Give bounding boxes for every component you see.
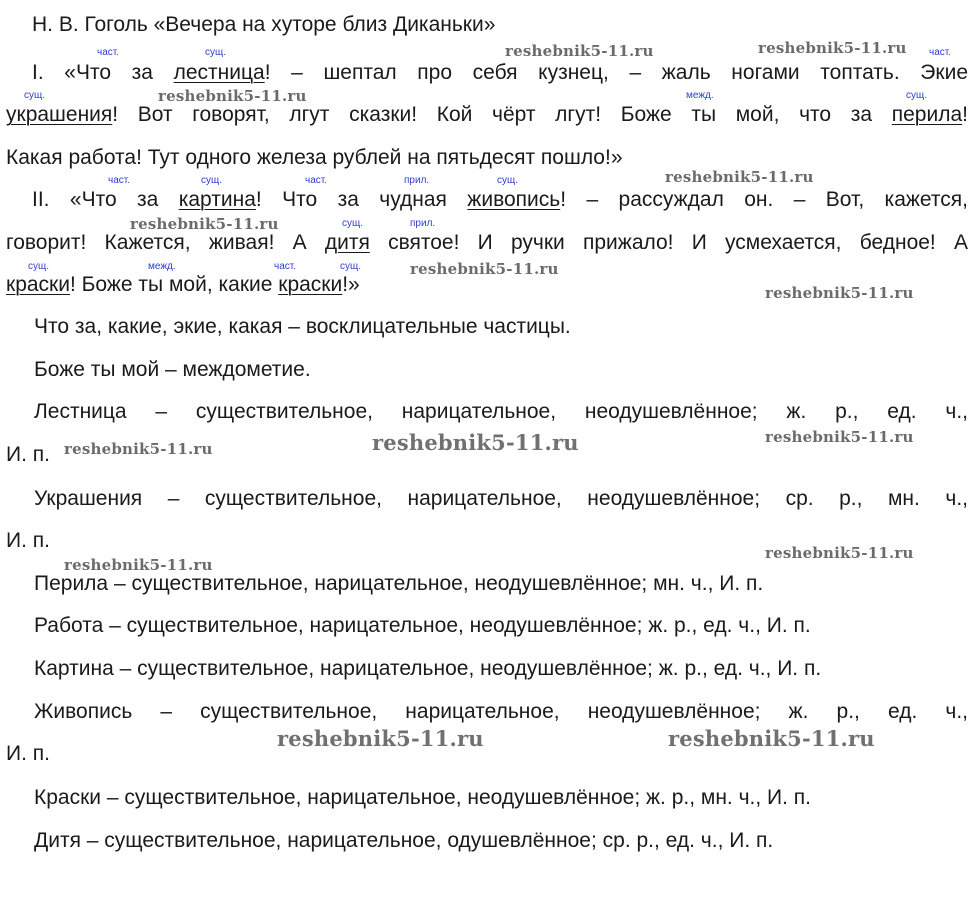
- text-fragment: !»: [342, 273, 360, 296]
- pos-tag-sushch: сущ.: [28, 261, 50, 272]
- text2-line1: [6, 187, 968, 213]
- watermark: reshebnik5-11.ru: [765, 544, 914, 562]
- watermark: reshebnik5-11.ru: [372, 430, 579, 455]
- watermark: reshebnik5-11.ru: [64, 556, 213, 574]
- underlined-word-ditya: дитя: [324, 231, 370, 254]
- analysis-zhivopis-cont: И. п.: [6, 742, 50, 765]
- analysis-ukrasheniya-cont: И. п.: [6, 529, 50, 552]
- text2-line2: [6, 230, 968, 256]
- text1-line1: [6, 60, 968, 86]
- analysis-particles: Что за, какие, экие, какая – восклицательные частицы.: [34, 315, 571, 338]
- pos-tag-sushch: сущ.: [497, 175, 519, 186]
- underlined-word-lestnitsa: лестница: [173, 61, 265, 84]
- analysis-kraski: Краски – существительное, нарицательное, неодушевлённое; ж. р., мн. ч., И. п.: [34, 786, 811, 809]
- underlined-word-perila: перила: [891, 103, 963, 126]
- text1-line3: Какая работа! Тут одного железа рублей на пятьдесят пошло!»: [6, 146, 623, 169]
- watermark: reshebnik5-11.ru: [505, 42, 654, 60]
- pos-tag-sushch: сущ.: [201, 175, 223, 186]
- underlined-word-kraski: краски: [6, 273, 70, 296]
- analysis-ukrasheniya: Украшения – существительное, нарицательное, неодушевлённое; ср. р., мн. ч.,: [34, 487, 968, 510]
- watermark: reshebnik5-11.ru: [668, 726, 875, 751]
- watermark: reshebnik5-11.ru: [64, 440, 213, 458]
- pos-tag-chast: част.: [274, 261, 297, 272]
- pos-tag-sushch: сущ.: [342, 218, 364, 229]
- page-title: Н. В. Гоголь «Вечера на хуторе близ Диканьки»: [32, 13, 496, 36]
- pos-tag-sushch: сущ.: [205, 47, 227, 58]
- watermark: reshebnik5-11.ru: [758, 39, 907, 57]
- pos-tag-sushch: сущ.: [24, 90, 46, 101]
- text2-line3: [6, 272, 360, 298]
- pos-tag-sushch: сущ.: [340, 261, 362, 272]
- text-fragment: говорит! Кажется, живая! А: [6, 231, 325, 254]
- watermark: reshebnik5-11.ru: [665, 168, 814, 186]
- analysis-perila: Перила – существительное, нарицательное, неодушевлённое; мн. ч., И. п.: [34, 572, 764, 595]
- analysis-rabota: Работа – существительное, нарицательное, неодушевлённое; ж. р., ед. ч., И. п.: [34, 614, 811, 637]
- underlined-word-kraski-2: краски: [278, 273, 343, 296]
- text-fragment: ! – рассуждал он. – Вот, кажется,: [560, 188, 968, 211]
- watermark: reshebnik5-11.ru: [765, 428, 914, 446]
- analysis-interjection: Боже ты мой – междометие.: [34, 358, 311, 381]
- pos-tag-chast: част.: [97, 47, 120, 58]
- text-fragment: I. «Что за: [32, 61, 174, 84]
- underlined-word-kartina: картина: [178, 188, 256, 211]
- analysis-kartina: Картина – существительное, нарицательное, неодушевлённое; ж. р., ед. ч., И. п.: [34, 657, 822, 680]
- analysis-ditya: Дитя – существительное, нарицательное, одушевлённое; ср. р., ед. ч., И. п.: [34, 829, 774, 852]
- text-fragment: ! Что за чудная: [255, 188, 468, 211]
- analysis-lestnitsa-cont: И. п.: [6, 443, 50, 466]
- pos-tag-mezhd: межд.: [686, 90, 714, 101]
- text1-line2: [6, 102, 968, 128]
- watermark: reshebnik5-11.ru: [410, 260, 559, 278]
- underlined-word-zhivopis: живопись: [467, 188, 561, 211]
- watermark: reshebnik5-11.ru: [158, 87, 307, 105]
- analysis-lestnitsa: Лестница – существительное, нарицательное, неодушевлённое; ж. р., ед. ч.,: [34, 400, 968, 423]
- watermark: reshebnik5-11.ru: [765, 284, 914, 302]
- pos-tag-chast: част.: [305, 175, 328, 186]
- watermark: reshebnik5-11.ru: [277, 726, 484, 751]
- text-fragment: ! Вот говорят, лгут сказки! Кой чёрт лгут! Боже ты мой, что за: [112, 103, 892, 126]
- text-fragment: II. «Что за: [32, 188, 179, 211]
- pos-tag-chast: част.: [929, 47, 952, 58]
- analysis-zhivopis: Живопись – существительное, нарицательное, неодушевлённое; ж. р., ед. ч.,: [34, 700, 968, 723]
- text-fragment: святое! И ручки прижало! И усмехается, бедное! А: [369, 231, 968, 254]
- text-fragment: !: [962, 103, 968, 126]
- text-fragment: ! Боже ты мой, какие: [69, 273, 279, 296]
- pos-tag-mezhd: межд.: [148, 261, 176, 272]
- underlined-word-ukrasheniya: украшения: [6, 103, 113, 126]
- pos-tag-pril: прил.: [410, 218, 436, 229]
- pos-tag-chast: част.: [108, 175, 131, 186]
- pos-tag-sushch: сущ.: [906, 90, 928, 101]
- text-fragment: ! – шептал про себя кузнец, – жаль ногами топтать. Экие: [264, 61, 968, 84]
- pos-tag-pril: прил.: [404, 175, 430, 186]
- watermark: reshebnik5-11.ru: [130, 215, 279, 233]
